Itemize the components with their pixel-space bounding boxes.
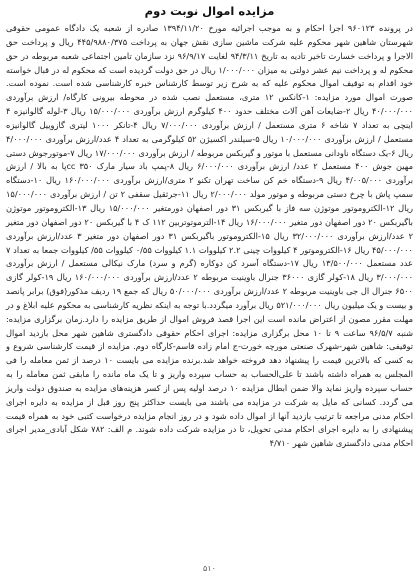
- page-footer-mark: ۵۱۰: [203, 564, 216, 573]
- notice-title: مزایده اموال نوبت دوم: [144, 4, 275, 18]
- notice-body: در پرونده ۹۶۰۱۲۳ اجرا احکام و به موجب اجرائیه مورخ ۱۳۹۴/۱۱/۲۰ صادره از شعبه یک دادگاه عمومی حقوقی شهرستان شاهین شهر محکوم علیه شرکت ماشین سازی نقش جهان به پرداخت ۴۴۵/۹۸۸۰/۳۷۵ ریال و پرداخت حق الاجرا و پرداخت خسارت تاخیر تادیه به تاریخ ۹۴/۳/۱۱ لغایت ۹۶/۹/۱۷ نزد سازمان تامین اجتماعی شعبه مربوطه در حق محکوم له و پرداخت نیم عشر دولتی به میزان ۱/۰۰۰/۰۰۰ ریال در حق دولت گردیده است که محکوم له در قبال خواسته خود اقدام به توقیف اموال محکوم علیه که به شرح زیر توسط کارشناس خبره کارشناسی شده است. نموده است. صورت اموال مورد مزایده: ۱-کانکس ۱۲ متری، مستعمل نصب شده در محوطه بیرونی کارگاه/ ارزش برآوردی ۴۰/۰۰۰/۰۰۰ ریال ۲-ضایعات آهن آلات مختلف حدود ۴۰۰ کیلوگرم ارزش برآوردی ۱۵/۰۰۰/۰۰۰ ریال ۳-لوله گالوانیزه ۴ اینچی به تعداد ۷ شاخه ۶ متری مستعمل / ارزش برآوردی ۷/۰۰۰/۰۰۰ ریال ۴-تانکر ۱۰۰۰ لیتری گازوییل گالوانیزه مستعمل / ارزش برآوردی ۱۰/۰۰۰/۰۰۰ ریال ۵-سیلندر اکسیژن ۵۲ کیلوگرمی به تعداد ۴ عدد/ارزش برآوردی ۴/۰۰۰/۰۰۰ ریال ۶-یک دستگاه ناودانی مستعمل با موتور و گیربکس مربوطه / ارزش برآوردی ۱۷/۰۰۰/۰۰۰ ریال ۷-موتورجوش دستی مهین جوش ۴۰۰ مستعمل ۲ عدد/ ارزش برآوردی ۶/۰۰۰/۰۰۰ ریال ۸-پمپ باد سیار مارک ۳۵۰ ccپا به بالا / ارزش برآوردی ۴/۰۰۵/۰۰۰ ریال ۹-دستگاه خم کن ساخت تهران تکنو ۲ متری/ارزش برآوردی ۱۶۰/۰۰۰/۰۰۰ ریال ۱۰-دستگاه سمپ پاش با چرخ دستی مربوطه و موتور مولد ۲/۰۰۰/۰۰۰ ریال ۱۱-جرثقیل سقفی ۲ تن / ارزش برآوردی ۱۵/۰۰۰/۰۰۰ ریال ۱۲-الکتروموتور موتوژن سه فاز با گیربکس ۳۱ دور اصفهان دورمتغیر ۱۵/۰۰۰/۰۰۰ ریال ۱۳-الکتروموتور موتوژن باگیربکس ۲۰ دور اصفهان دور متغیر ۱۶/۰۰۰/۰۰۰ ریال ۱۴-الترموتوتربین ۱۱۲ ک ۴ با گیربکس ۲۰ دور اصفهان دور متغیر ۲ عدد/ارزش برآوردی ۳۲/۰۰۰/۰۰۰ ریال ۱۵-الکتروموتور باگیربکس ۳۱ دور اصفهان دور متغیر ۳ عدد/ارزش برآوردی ۴۵/۰۰۰/۰۰۰ ریال ۱۶-الکتروموتور ۴ کیلووات چینی ۲.۲ کیلووات ۱.۱ کیلووات ۰/۵۵ کیلووات ۵۵/ کیلووات جمعا به تعداد ۷ عدد مستعمل ۱۳/۵۰۰/۰۰۰ ریال ۱۷-دستگاه آسرد کن دوکاره (گرم و سرد) مارک نیکالی مستعمل / ارزش برآوردی ۳/۰۰۰/۰۰۰ ریال ۱۸-کولر گازی ۳۶۰۰۰ جنرال باوینیت مربوطه ۲ عدد/ارزش برآوردی ۱۶۰/۰۰۰/۰۰۰ ریال ۱۹-کولر گازی ۶۵۰۰ جنرال ال جی باوینیت مربوطه ۲ عدد/ارزش برآوردی ۵۰/۰۰۰/۰۰۰ ریال که جمع ۱۹ ردیف مذکور(فوق) برابر پانصد و بیست و یک میلیون ریال ۵۲۱/۰۰۰/۰۰۰ ریال برآورد میگردد.با توجه به اینکه نظریه کارشناسی به محکوم علیه ابلاغ و در مهلت مقرر مصون از اعتراض مانده است این اجرا قصد فروش اموال از طریق مزایده را دارد.زمان برگزاری مزایده: شنبه ۹۶/۵/۷ ساعت ۹ تا ۱۰ محل برگزاری مزایده: اجرای احکام حقوقی دادگستری شاهین شهر محل بازدید اموال توقیفی: شاهین شهر-شهرک صنعتی مورچه خورت-ج امام زاده قاسم-کارگاه دوم. مزایده از قیمت کارشناسی شروع و به کسی که بالاترین قیمت را پیشنهاد دهد فروخته خواهد شد.برنده مزایده می بایست ۱۰ درصد از ثمن معامله را فی المجلس به همراه داشته باشند تا علی‌الحساب به حساب سپرده واریز و تا یک ماه مانده را مابقی ثمن معامله را به حساب سپرده واریز نماید والا ضمن ابطال مزایده ۱۰ درصد اولیه پس از کسر هزینه‌های مزایده به صندوق دولت واریز می گردد. کسانی که مایل به شرکت در مزایده می باشند می بایست حداکثر پنج روز قبل از مزایده به دایره اجرای احکام مدنی مراجعه تا ترتیب بازدید آنها از اموال داده شود و در روز انجام مزایده درخواست کتبی خود به همراه قیمت پیشنهادی را به دایره اجرای احکام مدنی تحویل، تا در مزایده شرکت داده شوند. م الف: ۷۸۲ شکل آبادی_مدیر اجرای احکام مدنی دادگستری شاهین شهر ۴/۷۱۰: [6, 23, 414, 449]
